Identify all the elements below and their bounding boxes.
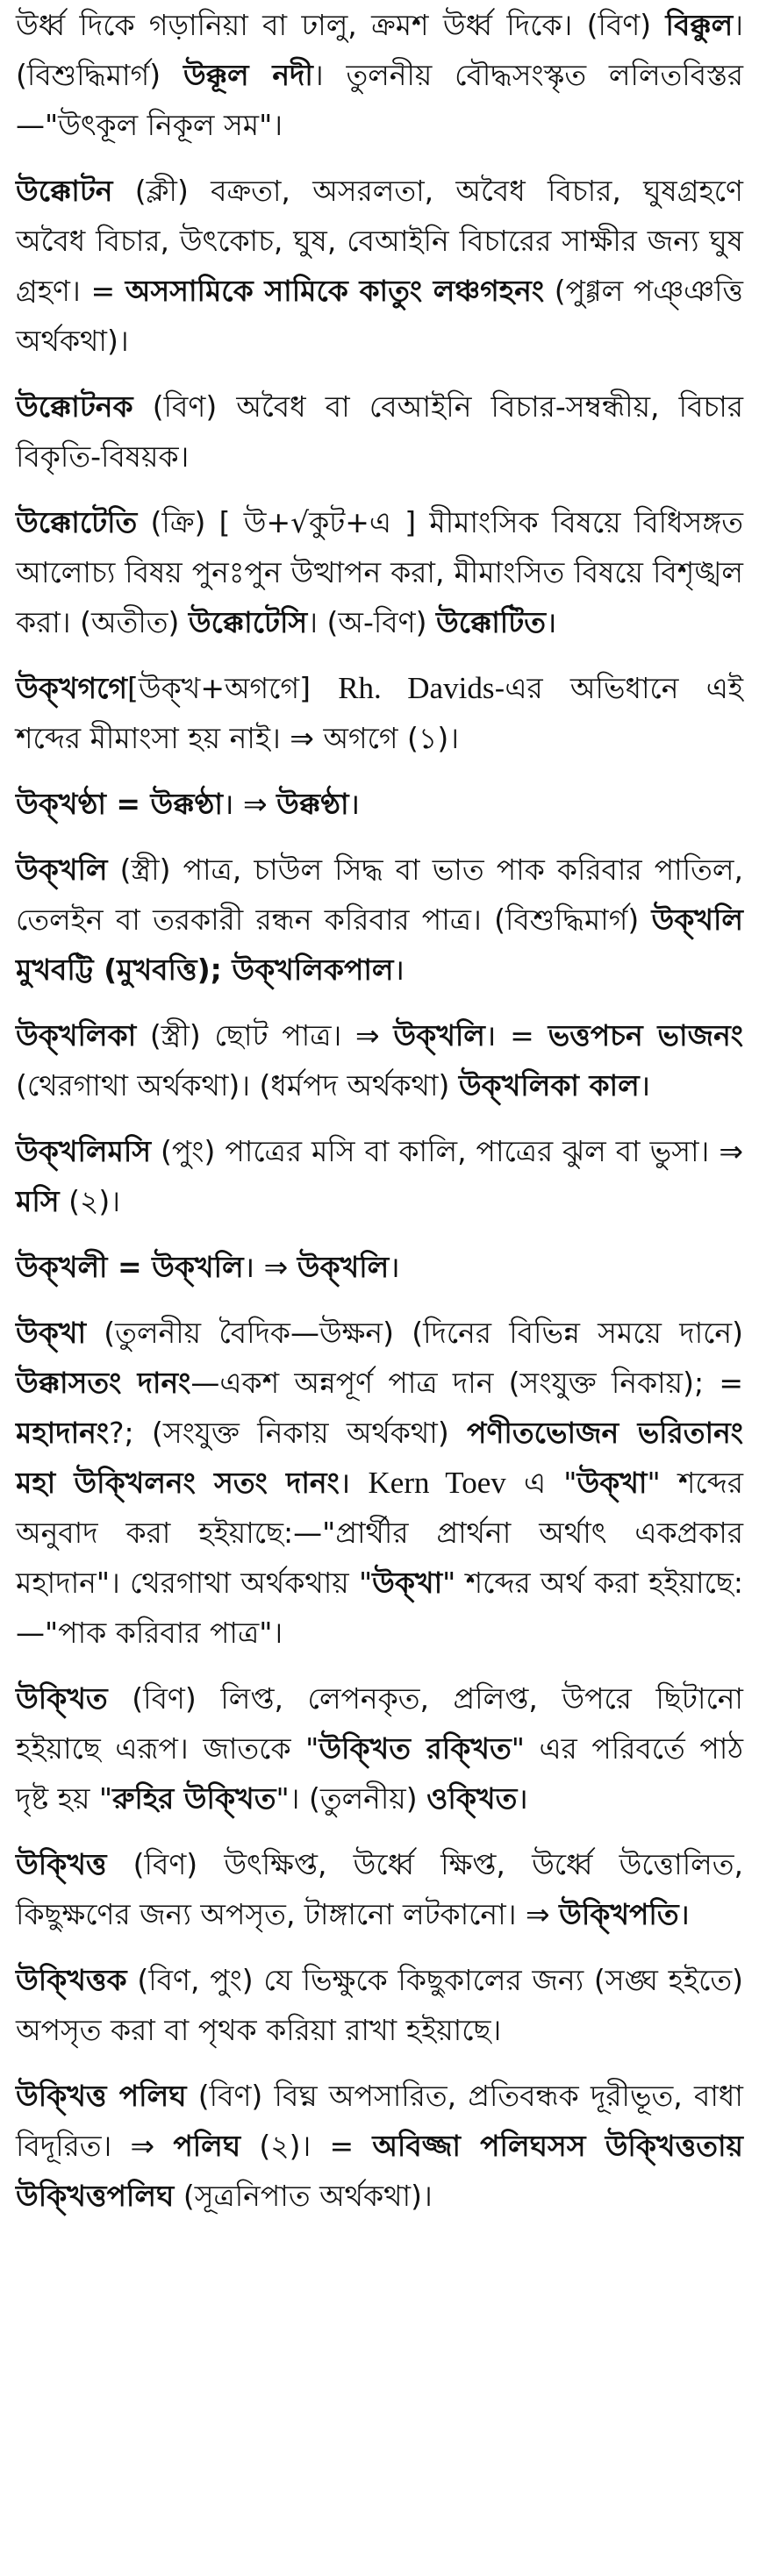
bold-term: পলিঘ [173, 2129, 241, 2163]
bold-term: উক্কণ্ঠা [276, 787, 349, 821]
headword: উক্খা [16, 1316, 87, 1350]
headword: উক্খলিমসি [16, 1134, 152, 1168]
dictionary-entry [16, 382, 743, 482]
definition-text: । [339, 1466, 369, 1500]
definition-text: (স্ত্রী) ছোট পাত্র। ⇒ [136, 1018, 394, 1053]
bold-term: উক্খা [576, 1466, 648, 1500]
headword: উক্খিত্ত পলিঘ [16, 2079, 187, 2113]
definition-text: (ক্লী) বক্রতা, অসরলতা, অবৈধ বিচার, ঘুষগ্রহণে অবৈধ বিচার, উৎকোচ, ঘুষ, বেআইনি বিচারের সাক্ষীর জন্য ঘুষ গ্রহণ। = [16, 174, 743, 308]
definition-text: (তুলনীয় বৈদিক—উক্ষন) (দিনের বিভিন্ন সময়ে দানে) [86, 1316, 743, 1350]
bold-term: রুহির উক্খিত [112, 1781, 276, 1816]
bold-term: উক্খলি [393, 1018, 485, 1053]
definition-text: (বিণ) উৎক্ষিপ্ত, উর্ধ্বে ক্ষিপ্ত, উর্ধ্বে উত্তোলিত, কিছুক্ষণের জন্য অপসৃত, টাঙ্গানো লটকানো। ⇒ [16, 1847, 743, 1931]
headword: উক্কোটনক [16, 389, 133, 424]
definition-text: (থেরগাথা অর্থকথা)। (ধর্মপদ অর্থকথা) [16, 1068, 459, 1102]
latin-text: Kern Toev [368, 1466, 506, 1500]
definition-text: । ⇒ [222, 787, 277, 821]
bold-term: উক্কোটিত [435, 605, 546, 639]
bold-term: বিক্কুল [665, 8, 734, 42]
dictionary-entry [16, 1010, 743, 1110]
headword: উক্কোটেতি [16, 505, 138, 539]
headword: উক্খিত্ত [16, 1847, 107, 1881]
dictionary-entry [16, 1308, 743, 1658]
definition-text: (২)। = [240, 2129, 373, 2163]
definition-text: । [517, 1781, 528, 1816]
bold-term: উক্কাসতং দানং [16, 1366, 191, 1400]
definition-text: । (অ-বিণ) [307, 605, 436, 639]
definition-text: (স্ত্রী) পাত্র, চাউল সিদ্ধ বা ভাত পাক করিবার পাতিল, তেলইন বা তরকারী রন্ধন করিবার পাত্র। (বিশুদ্ধিমার্গ) [16, 853, 743, 937]
definition-text: —একশ অন্নপূর্ণ পাত্র দান (সংযুক্ত নিকায়); = [190, 1366, 744, 1400]
dictionary-entry [16, 779, 743, 829]
definition-text: (পুং) পাত্রের মসি বা কালি, পাত্রের ঝুল বা ভুসা। ⇒ [151, 1134, 743, 1168]
definition-text: (সূত্রনিপাত অর্থকথা)। [174, 2179, 433, 2213]
definition-text: । (বিশুদ্ধিমার্গ) [16, 8, 743, 92]
definition-text: " শব্দের অনুবাদ করা হইয়াছে:—"প্রার্থীর প্রার্থনা অর্থাৎ একপ্রকার মহাদান"। থেরগাথা অর্থকথায় " [16, 1466, 744, 1600]
definition-text: এ " [505, 1466, 577, 1500]
definition-text: । [546, 605, 557, 639]
definition-text: ?; (সংযুক্ত নিকায় অর্থকথা) [109, 1416, 468, 1450]
bold-term: উক্কোটেসি [188, 605, 308, 639]
definition-text: । [639, 1068, 651, 1102]
definition-text: । [393, 953, 405, 987]
dictionary-entry [16, 663, 743, 763]
bold-term: মহাদানং [16, 1416, 110, 1450]
bold-term: উক্খিত রক্খিত [319, 1731, 512, 1766]
dictionary-entry [16, 845, 743, 995]
bold-term: উক্কূল নদী [183, 58, 313, 92]
headword: উক্খিত [16, 1681, 108, 1716]
definition-text: উর্ধ্ব দিকে গড়ানিয়া বা ঢালু, ক্রমশ উর্ধ্ব দিকে। (বিণ) [16, 8, 666, 42]
bold-term: ওক্খিত [426, 1781, 518, 1816]
dictionary-entry [16, 1673, 743, 1823]
dictionary-entry [16, 0, 743, 150]
bold-term: উক্খিপতি [559, 1897, 679, 1931]
definition-text: " এর পরিবর্তে পাঠ দৃষ্ট হয় " [16, 1731, 743, 1816]
definition-text: । = [484, 1018, 548, 1053]
headword: উক্খগগে [16, 671, 127, 705]
definition-text: (বিণ) লিপ্ত, লেপনকৃত, প্রলিপ্ত, উপরে ছিটানো হইয়াছে এরূপ। জাতকে " [16, 1681, 743, 1766]
bold-term: মসি [16, 1184, 60, 1218]
dictionary-entry [16, 497, 743, 647]
definition-text: [উক্খ+অগগে] [126, 671, 339, 705]
definition-text: (পুগ্গল পঞ্ঞত্তি অর্থকথা)। [16, 274, 743, 358]
bold-term: উক্খলি [297, 1250, 390, 1284]
headword: উক্খলিকা [16, 1018, 137, 1053]
definition-text: । [678, 1897, 691, 1931]
bold-term: উক্খলি মুখবট্টি (মুখবত্তি); উক্খলিকপাল [16, 903, 743, 987]
dictionary-entry [16, 1126, 743, 1226]
definition-text: । [389, 1250, 400, 1284]
headword: উক্কোটন [16, 174, 113, 208]
definition-text: (বিণ, পুং) যে ভিক্ষুকে কিছুকালের জন্য (সঙ্ঘ হইতে) অপসৃত করা বা পৃথক করিয়া রাখা হইয়াছে। [16, 1963, 743, 2047]
definition-text: (ক্রি) [ উ+√কুট+এ ] মীমাংসিক বিষয়ে বিধিসঙ্গত আলোচ্য বিষয় পুনঃপুন উত্থাপন করা, মীমাংসিত বিষয়ে বিশৃঙ্খল করা। (অতীত) [16, 505, 743, 639]
bold-term: অসসামিকে সামিকে কাতুং লঞ্চগহনং [125, 274, 545, 308]
definition-text: " শব্দের অর্থ করা হইয়াছে:—"পাক করিবার পাত্র"। [16, 1566, 743, 1650]
dictionary-entry [16, 1955, 743, 2055]
bold-term: ভত্তপচন ভাজনং [548, 1018, 744, 1053]
headword: উক্খলি [16, 853, 108, 887]
headword: উক্খলী = উক্খলি [16, 1250, 244, 1284]
bold-term: উক্খলিকা কাল [458, 1068, 640, 1102]
dictionary-entry [16, 166, 743, 366]
bold-term: অবিজ্জা পলিঘসস উক্খিত্ততায় উক্খিত্তপলিঘ [16, 2129, 743, 2213]
definition-text: (বিণ) অবৈধ বা বেআইনি বিচার-সম্বন্ধীয়, বিচার বিকৃতি-বিষয়ক। [16, 389, 743, 474]
dictionary-entry [16, 1242, 743, 1292]
definition-text: । [348, 787, 361, 821]
definition-text: । ⇒ [243, 1250, 297, 1284]
dictionary-entry [16, 1839, 743, 1939]
definition-text: "। (তুলনীয়) [276, 1781, 427, 1816]
latin-text: Rh. Davids [338, 671, 495, 705]
headword: উক্খিত্তক [16, 1963, 127, 1997]
definition-text: (২)। [59, 1184, 121, 1218]
definition-text: -এর অভিধানে এই শব্দের মীমাংসা হয় নাই। ⇒ অগগে (১)। [16, 671, 744, 755]
dictionary-entry [16, 2071, 743, 2221]
bold-term: উক্খা [372, 1566, 443, 1600]
definition-text: (বিণ) বিঘ্ন অপসারিত, প্রতিবন্ধক দূরীভূত, বাধা বিদূরিত। ⇒ [16, 2079, 743, 2163]
bold-term: পণীতভোজন ভরিতানং মহা উক্খিলনং সতং দানং [16, 1416, 743, 1500]
definition-text: । তুলনীয় বৌদ্ধসংস্কৃত ললিতবিস্তর—"উৎকূল নিকূল সম"। [16, 58, 743, 142]
headword: উক্খণ্ঠা = উক্কণ্ঠা [16, 787, 223, 821]
